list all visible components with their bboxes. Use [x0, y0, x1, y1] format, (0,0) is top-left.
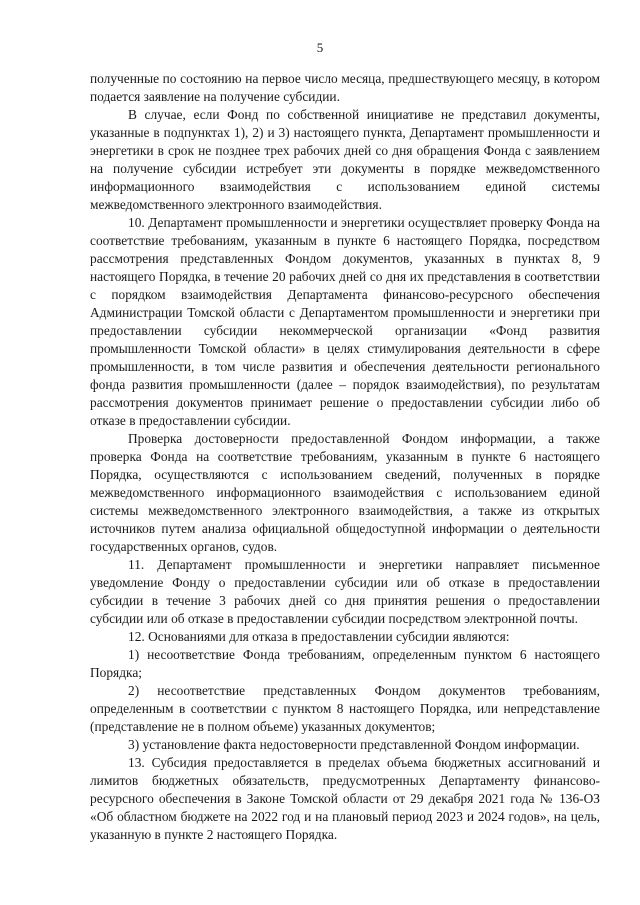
paragraph-verification: Проверка достоверности предоставленной Фондом информации, а также проверка Фонда на соответствие требованиям, указанным в пункте 6 настоящего Порядка, осуществляются с использованием сведений, полученных в порядке межведомственного информационного взаимодействия с использованием единой системы межведомственного электронного взаимодействия, а также из открытых источников путем анализа официальной общедоступной информации о деятельности государственных органов, судов.	[90, 431, 600, 554]
page-number: 5	[316, 40, 324, 55]
paragraph-item-11: 11. Департамент промышленности и энергетики направляет письменное уведомление Фонду о предоставлении субсидии или об отказе в предоставлении субсидии в течение 3 рабочих дней со дня принятия решения о предоставлении субсидии или об отказе в предоставлении субсидии посредством электронной почты.	[90, 557, 600, 626]
paragraph-item-13: 13. Субсидия предоставляется в пределах объема бюджетных ассигнований и лимитов бюджетных обязательств, предусмотренных Департаменту финансово-ресурсного обеспечения в Законе Томской области от 29 декабря 2021 года № 136-ОЗ «Об областном бюджете на 2022 год и на плановый период 2023 и 2024 годов», на цель, указанную в пункте 2 настоящего Порядка.	[90, 755, 600, 842]
paragraph-subitem-3: 3) установление факта недостоверности представленной Фондом информации.	[128, 737, 580, 752]
paragraph-continuation: полученные по состоянию на первое число месяца, предшествующего месяцу, в котором подается заявление на получение субсидии.	[90, 71, 600, 104]
paragraph-subitem-2: 2) несоответствие представленных Фондом документов требованиям, определенным в соответствии с пунктом 8 настоящего Порядка, или непредставление (представление не в полном объеме) указанных документов;	[90, 683, 600, 734]
paragraph-subitem-1: 1) несоответствие Фонда требованиям, определенным пунктом 6 настоящего Порядка;	[90, 647, 600, 680]
paragraph-item-10: 10. Департамент промышленности и энергетики осуществляет проверку Фонда на соответствие требованиям, указанным в пункте 6 настоящего Порядка, посредством рассмотрения представленных Фондом документов, указанных в пунктах 8, 9 настоящего Порядка, в течение 20 рабочих дней со дня их представления в соответствии с порядком взаимодействия Департамента финансово-ресурсного обеспечения Администрации Томской области с Департаментом промышленности и энергетики при предоставлении субсидии некоммерческой организации «Фонд развития промышленности Томской области» в целях стимулирования деятельности в сфере промышленности, в том числе развития и обеспечения деятельности регионального фонда развития промышленности (далее – порядок взаимодействия), по результатам рассмотрения документов принимает решение о предоставлении субсидии либо об отказе в предоставлении субсидии.	[90, 215, 600, 428]
paragraph-item-12: 12. Основаниями для отказа в предоставлении субсидии являются:	[128, 629, 510, 644]
document-body	[90, 70, 600, 844]
paragraph-interdepartmental-request: В случае, если Фонд по собственной инициативе не представил документы, указанные в подпунктах 1), 2) и 3) настоящего пункта, Департамент промышленности и энергетики в срок не позднее трех рабочих дней со дня обращения Фонда с заявлением на получение субсидии истребует эти документы в порядке межведомственного информационного взаимодействия с использованием единой системы межведомственного электронного взаимодействия.	[90, 107, 600, 212]
